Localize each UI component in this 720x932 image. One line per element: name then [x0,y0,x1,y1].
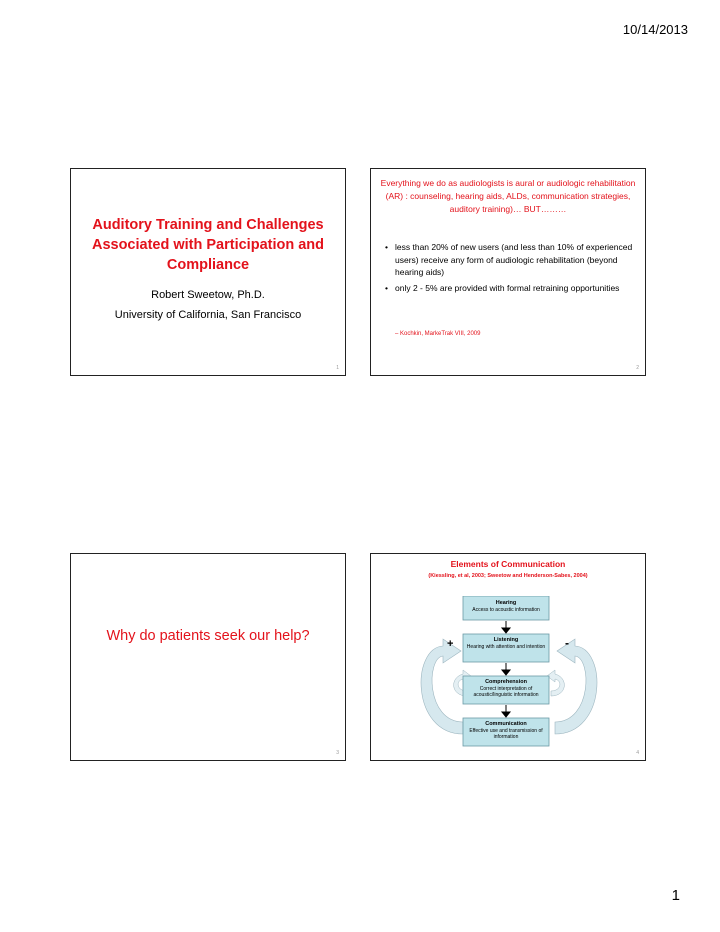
slide-3-question: Why do patients seek our help? [106,628,310,644]
bullet-icon: • [385,242,388,252]
communication-diagram [371,596,647,756]
box-heading: Hearing [495,600,517,606]
box-heading: Comprehension [485,679,527,685]
list-item [385,282,635,295]
list-item [385,241,635,279]
slide-2 [370,168,646,376]
hearing-box-label [463,600,549,613]
slide-2-bullet-list [385,241,635,297]
slide-4 [370,553,646,761]
slide-1-author: Robert Sweetow, Ph.D. [151,289,265,301]
box-description: Access to acoustic information [472,606,540,613]
slide-3-number: 3 [336,750,339,756]
box-heading: Listening [493,637,519,643]
box-heading: Communication [485,721,527,727]
inner-right-arrow [547,670,564,696]
minus-sign: - [565,636,569,650]
slide-1 [70,168,346,376]
box-description: Correct interpretation of acoustic/linguistic information [473,685,539,698]
plus-sign: + [447,638,454,650]
slide-1-affiliation: University of California, San Francisco [114,309,302,321]
slide-4-number: 4 [636,750,639,756]
slide-4-subtitle: (Kiessling, et al, 2003; Sweetow and Henderson-Sabes, 2004) [428,573,588,579]
page-number: 1 [671,887,680,904]
slide-1-title: Auditory Training and Challenges Associated with Participation and Compliance [91,217,325,273]
slide-2-number: 2 [636,365,639,371]
bullet-text: only 2 - 5% are provided with formal retraining opportunities [395,282,620,293]
listening-box-label [463,637,549,650]
bullet-text: less than 20% of new users (and less than 10% of experienced users) receive any form of audiologic rehabilitation (beyond hearing aids) [395,242,633,277]
communication-box-label [463,721,549,741]
slide-2-citation: – Kochkin, MarkeTrak VIII, 2009 [395,331,481,337]
comprehension-box-label [463,679,549,699]
box-description: Effective use and transmission of information [469,727,543,740]
box-description: Hearing with attention and intention [466,643,546,650]
header-date: 10/14/2013 [622,22,688,37]
slide-1-number: 1 [336,365,339,371]
slide-4-title: Elements of Communication [450,559,566,569]
bullet-icon: • [385,282,388,293]
slide-3 [70,553,346,761]
slide-2-intro: Everything we do as audiologists is aural or audiologic rehabilitation (AR) : counseling, hearing aids, ALDs, communication strategies, auditory training)… BUT……… [380,178,636,214]
